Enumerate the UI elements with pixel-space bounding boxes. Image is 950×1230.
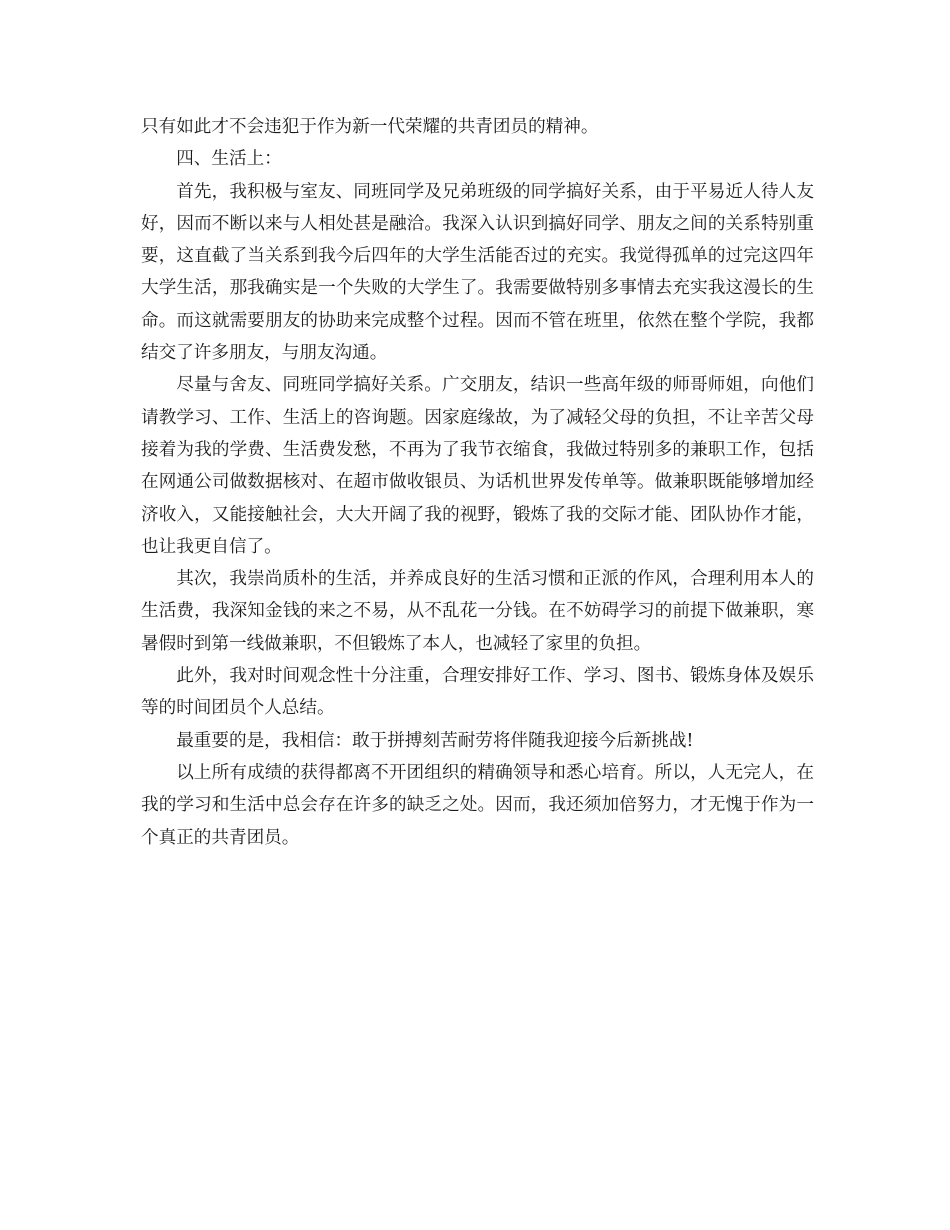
paragraph-frugal-living: 其次，我崇尚质朴的生活，并养成良好的生活习惯和正派的作风，合理利用本人的生活费，我深知金钱的来之不易，从不乱花一分钱。在不妨碍学习的前提下做兼职，寒暑假时到第一线做兼职，不但锻炼了本人，也减轻了家里的负担。 <box>141 569 814 654</box>
paragraph-continuation: 只有如此才不会违犯于作为新一代荣耀的共青团员的精神。 <box>141 117 599 137</box>
paragraph-relationships: 首先，我积极与室友、同班同学及兄弟班级的同学搞好关系，由于平易近人待人友好，因而不断以来与人相处甚是融洽。我深入认识到搞好同学、朋友之间的关系特别重要，这直截了当关系到我今后四年的大学生活能否过的充实。我觉得孤单的过完这四年大学生活，那我确实是一个失败的大学生了。我需要做特别多事情去充实我这漫长的生命。而这就需要朋友的协助来完成整个过程。因而不管在班里，依然在整个学院，我都结交了许多朋友，与朋友沟通。 <box>141 181 814 364</box>
document-body <box>141 111 814 854</box>
paragraph-belief: 最重要的是，我相信：敢于拼搏刻苦耐劳将伴随我迎接今后新挑战! <box>176 730 694 751</box>
paragraph-time-management: 此外，我对时间观念性十分注重，合理安排好工作、学习、图书、锻炼身体及娱乐等的时间团员个人总结。 <box>141 666 814 719</box>
section-heading-life: 四、生活上： <box>176 149 282 170</box>
paragraph-part-time-work: 尽量与舍友、同班同学搞好关系。广交朋友，结识一些高年级的师哥师姐，向他们请教学习、工作、生活上的咨询题。因家庭缘故，为了减轻父母的负担，不让辛苦父母接着为我的学费、生活费发愁，不再为了我节衣缩食，我做过特别多的兼职工作，包括在网通公司做数据核对、在超市做收银员、为话机世界发传单等。做兼职既能够增加经济收入，又能接触社会，大大开阔了我的视野，锻炼了我的交际才能、团队协作才能，也让我更自信了。 <box>141 375 814 557</box>
paragraph-conclusion: 以上所有成绩的获得都离不开团组织的精确领导和悉心培育。所以，人无完人，在我的学习和生活中总会存在许多的缺乏之处。因而，我还须加倍努力，才无愧于作为一个真正的共青团员。 <box>141 762 814 848</box>
